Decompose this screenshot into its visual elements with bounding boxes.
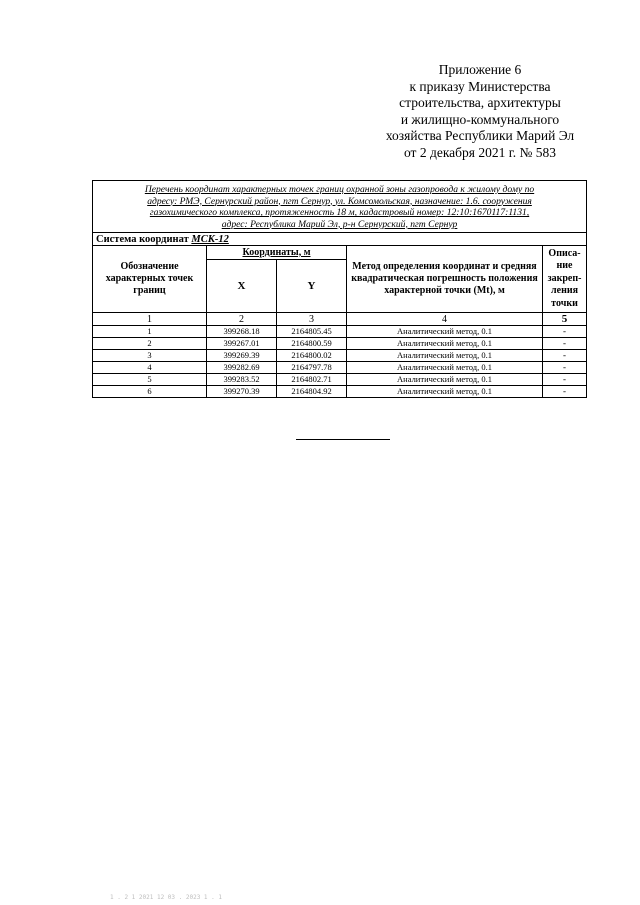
table-row [93,350,587,362]
header-line: строительства, архитектуры [399,95,561,110]
header-line: и жилищно-коммунального [400,111,560,127]
cell-method: Аналитический метод, 0.1 [347,374,543,386]
coordinates-table [92,180,587,398]
header-line: к приказу Министерства [409,78,551,94]
header-description: Описа-ние закреп-ления точки [543,246,587,313]
header-y: Y [277,260,347,313]
cell-description: - [543,338,587,350]
table-body [93,326,587,398]
header-line: хозяйства Республики Марий Эл [385,128,575,143]
cell-method: Аналитический метод, 0.1 [347,386,543,398]
cell-point: 5 [93,374,207,386]
column-number: 1 [93,313,207,326]
cell-x: 399267.01 [207,338,277,350]
cell-point: 4 [93,362,207,374]
cell-x: 399283.52 [207,374,277,386]
table-caption [93,181,587,233]
caption-line: адресу: РМЭ, Сернурский район, пгт Сернур, ул. Комсомольская, назначение: 1.6. сооружения [147,195,532,207]
column-number: 3 [277,313,347,326]
cell-description: - [543,386,587,398]
cell-description: - [543,326,587,338]
column-number: 4 [347,313,543,326]
cell-point: 1 [93,326,207,338]
cell-description: - [543,362,587,374]
header-coords: Координаты, м [207,246,347,260]
table-row [93,374,587,386]
cell-x: 399270.39 [207,386,277,398]
caption-row [93,181,587,233]
cell-y: 2164805.45 [277,326,347,338]
cell-point: 3 [93,350,207,362]
cell-method: Аналитический метод, 0.1 [347,362,543,374]
cell-y: 2164800.59 [277,338,347,350]
header-line: Приложение 6 [438,62,522,77]
system-value: МСК-12 [191,233,229,245]
cell-x: 399282.69 [207,362,277,374]
cell-x: 399269.39 [207,350,277,362]
cell-point: 2 [93,338,207,350]
caption-line: адрес: Республика Марий Эл, р-н Сернурский, пгт Сернур [221,218,458,230]
header-x: X [207,260,277,313]
header-line: от 2 декабря 2021 г. № 583 [403,144,557,160]
table-row [93,338,587,350]
cell-description: - [543,350,587,362]
column-numbers-row [93,313,587,326]
table-row [93,386,587,398]
cell-point: 6 [93,386,207,398]
coordinate-system [93,233,587,246]
cell-y: 2164804.92 [277,386,347,398]
cell-y: 2164802.71 [277,374,347,386]
cell-y: 2164800.02 [277,350,347,362]
table-row [93,326,587,338]
system-label: Система координат [96,233,189,245]
cell-method: Аналитический метод, 0.1 [347,326,543,338]
footer-text: 1 . 2 1 2021 12 03 . 2023 1 . 1 [110,894,222,901]
cell-x: 399268.18 [207,326,277,338]
header-row [93,246,587,260]
table-row [93,362,587,374]
system-row [93,233,587,246]
caption-line: газохимического комплекса, протяженность 18 м, кадастровый номер: 12:10:1670117:1131, [149,207,530,218]
cell-method: Аналитический метод, 0.1 [347,338,543,350]
separator-line [296,439,390,440]
cell-method: Аналитический метод, 0.1 [347,350,543,362]
column-number: 2 [207,313,277,326]
cell-description: - [543,374,587,386]
column-number: 5 [543,313,587,326]
caption-line: Перечень координат характерных точек границ охранной зоны газопровода к жилому дому по [144,184,535,195]
header-method: Метод определения координат и средняя квадратическая погрешность положения характерной точки (Mt), м [347,246,543,313]
document-header [360,62,600,161]
cell-y: 2164797.78 [277,362,347,374]
header-point: Обозначение характерных точек границ [93,246,207,313]
